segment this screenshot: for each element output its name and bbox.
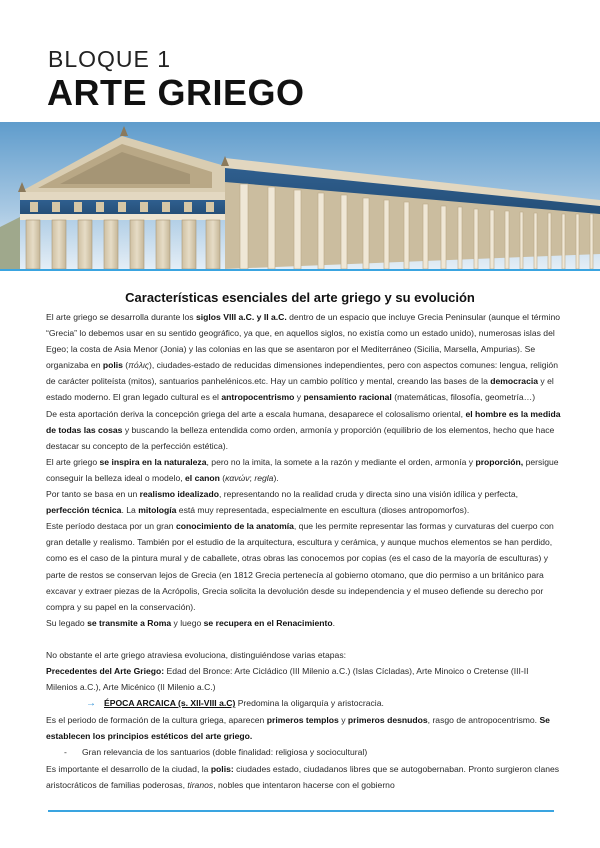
text-run: ( bbox=[122, 360, 129, 371]
text-run: el hombre es la medida de todas las cosas bbox=[46, 408, 561, 435]
footer-rule bbox=[48, 810, 554, 812]
text-run: , pero no la imita, la somete a la razón y mediante el orden, armonía y bbox=[206, 456, 476, 467]
text-run: antropocentrismo bbox=[221, 392, 295, 403]
paragraph bbox=[46, 712, 561, 744]
text-run: regla bbox=[254, 472, 274, 483]
text-run: , representando no la realidad cruda y directa sino una visión idílica y perfecta, bbox=[218, 489, 518, 500]
text-run: ), ciudades-estado de reducidas dimensiones independientes, pero con aspectos comunes: lengua, religión de carácter politeísta (mitos), santuarios panhelénicos.etc. Hay un cambio político y mental, creando las bases de la bbox=[46, 360, 558, 387]
text-run: proporción, bbox=[475, 456, 524, 467]
period-heading: ÉPOCA ARCAICA (s. XII-VIII a.C) bbox=[104, 698, 236, 709]
temple-illustration bbox=[0, 122, 600, 269]
text-run: democracia bbox=[490, 376, 539, 387]
text-run: se transmite a Roma bbox=[87, 617, 172, 628]
text-run: Se establecen los principios estéticos del arte griego. bbox=[46, 715, 550, 742]
text-run: . bbox=[332, 617, 336, 628]
hero-underline bbox=[0, 269, 600, 271]
text-run: conocimiento de la anatomía bbox=[175, 521, 294, 532]
section-heading: Características esenciales del arte griego y su evolución bbox=[125, 290, 475, 305]
text-run: Por tanto se basa en un bbox=[46, 489, 140, 500]
text-run: persigue conseguir la belleza ideal o modelo, bbox=[46, 456, 559, 483]
text-run: ciudades estado, ciudadanos libres que se autogobernaban. Pronto surgieron clanes aristocráticos de familias poderosas, bbox=[46, 763, 560, 790]
text-run: y bbox=[294, 392, 304, 403]
text-run: Gran relevancia de los santuarios (doble finalidad: religiosa y sociocultural) bbox=[82, 747, 368, 758]
page-title: ARTE GRIEGO bbox=[47, 72, 305, 113]
dash-bullet-icon: - bbox=[64, 747, 67, 758]
text-run: perfección técnica bbox=[46, 505, 122, 516]
text-run: y bbox=[338, 715, 348, 726]
paragraph bbox=[46, 486, 561, 518]
paragraph bbox=[46, 454, 561, 486]
text-run: polis: bbox=[210, 763, 234, 774]
arrow-list-item bbox=[46, 695, 561, 712]
text-run: Predomina la oligarquía y aristocracia. bbox=[235, 698, 384, 709]
paragraph bbox=[46, 518, 561, 615]
text-run: Su legado bbox=[46, 617, 88, 628]
text-run: (matemáticas, filosofía, geometría…) bbox=[391, 392, 536, 403]
text-run: De esta aportación deriva la concepción griega del arte a escala humana, desaparece el colosalismo oriental, bbox=[46, 408, 466, 419]
text-run: Este período destaca por un gran bbox=[46, 521, 176, 532]
text-run: , rasgo de antropocentrismo. bbox=[427, 715, 540, 726]
text-run: κανών bbox=[225, 472, 250, 483]
text-run: Es importante el desarrollo de la ciudad, la bbox=[46, 763, 211, 774]
text-run: dentro de un espacio que incluye Grecia Peninsular (aunque el término “Grecia” lo debemos usar en su sentido geográfico, ya que, en aquellos siglos, no existía como un estado unido), numerosas islas del Egeo; la costa de Asia Menor (Jonia) y las colonias en las que se asentaron por el Mediterráneo (Sicilia, Marsella, Ampurias). Se organizaba en bbox=[46, 312, 561, 371]
text-run: Es el periodo de formación de la cultura griega, aparecen bbox=[46, 715, 267, 726]
text-run: πόλις bbox=[128, 360, 150, 371]
text-run: y el estado moderno. El gran legado cultural es el bbox=[46, 376, 554, 403]
text-run: , que les permite representar las formas y curvaturas del cuerpo con gran detalle y realismo. También por el estudio de la arquitectura, escultura y cerámica, y aunque muchos elementos se han perdido, como es el caso de la pintura mural y de caballete, otras obras las conocemos por copias (es el caso de la mayoría de esculturas) y parte de restos se conservan lejos de Grecia (en 1812 Grecia pertenecía al gobierno otomano, que dio permiso a un británico para excavar y extraer piezas de la Acrópolis, Grecia solicita la devolución desde su independencia y el museo defiende su derecho por compra y su papel en la conservación). bbox=[46, 521, 554, 612]
text-run: Precedentes del Arte Griego: bbox=[46, 665, 165, 676]
text-run: ; bbox=[249, 472, 255, 483]
paragraph bbox=[46, 615, 561, 631]
text-run: . La bbox=[121, 505, 139, 516]
text-run: Edad del Bronce: Arte Cicládico (III Milenio a.C.) (Islas Cícladas), Arte Minoico o Cretense (III-II Milenios a.C.), Arte Micénico (II Milenio a.C.) bbox=[46, 665, 529, 693]
text-run: ( bbox=[219, 472, 226, 483]
text-run: No obstante el arte griego atraviesa evoluciona, distinguiéndose varias etapas: bbox=[46, 649, 347, 660]
text-run: el canon bbox=[185, 472, 220, 483]
text-run: se inspira en la naturaleza bbox=[99, 456, 207, 467]
paragraph bbox=[46, 309, 561, 406]
text-run: El arte griego bbox=[46, 456, 100, 467]
text-run: está muy representada, especialmente en escultura (dioses antropomorfos). bbox=[176, 505, 470, 516]
text-run: primeros desnudos bbox=[347, 715, 428, 726]
paragraph bbox=[46, 761, 561, 793]
text-run: y buscando la belleza entendida como orden, armonía y proporción (equilibrio de los elementos, hecho que hace destacar su concepto de la perfección estética). bbox=[46, 424, 555, 451]
text-run: siglos VIII a.C. y II a.C. bbox=[196, 312, 287, 322]
paragraph bbox=[46, 406, 561, 454]
paragraph bbox=[46, 647, 561, 663]
text-run: y luego bbox=[171, 617, 204, 628]
text-run: El arte griego se desarrolla durante los bbox=[46, 312, 196, 322]
arrow-right-icon: → bbox=[86, 698, 96, 710]
text-run: se recupera en el Renacimiento bbox=[203, 617, 333, 628]
text-run: pensamiento racional bbox=[303, 392, 392, 403]
paragraph-gap bbox=[46, 631, 561, 647]
hero-image-temple bbox=[0, 122, 600, 269]
text-run: tiranos bbox=[187, 779, 214, 790]
text-run: ). bbox=[273, 472, 279, 483]
text-run: mitología bbox=[138, 505, 177, 516]
text-run: polis bbox=[102, 360, 123, 371]
body-text bbox=[46, 309, 561, 793]
text-run: primeros templos bbox=[266, 715, 339, 726]
text-run: realismo idealizado bbox=[139, 489, 219, 500]
text-run: , nobles que intentaron hacerse con el gobierno bbox=[213, 779, 395, 790]
block-label: BLOQUE 1 bbox=[48, 46, 172, 72]
dash-list-item bbox=[46, 744, 561, 760]
paragraph bbox=[46, 663, 561, 695]
